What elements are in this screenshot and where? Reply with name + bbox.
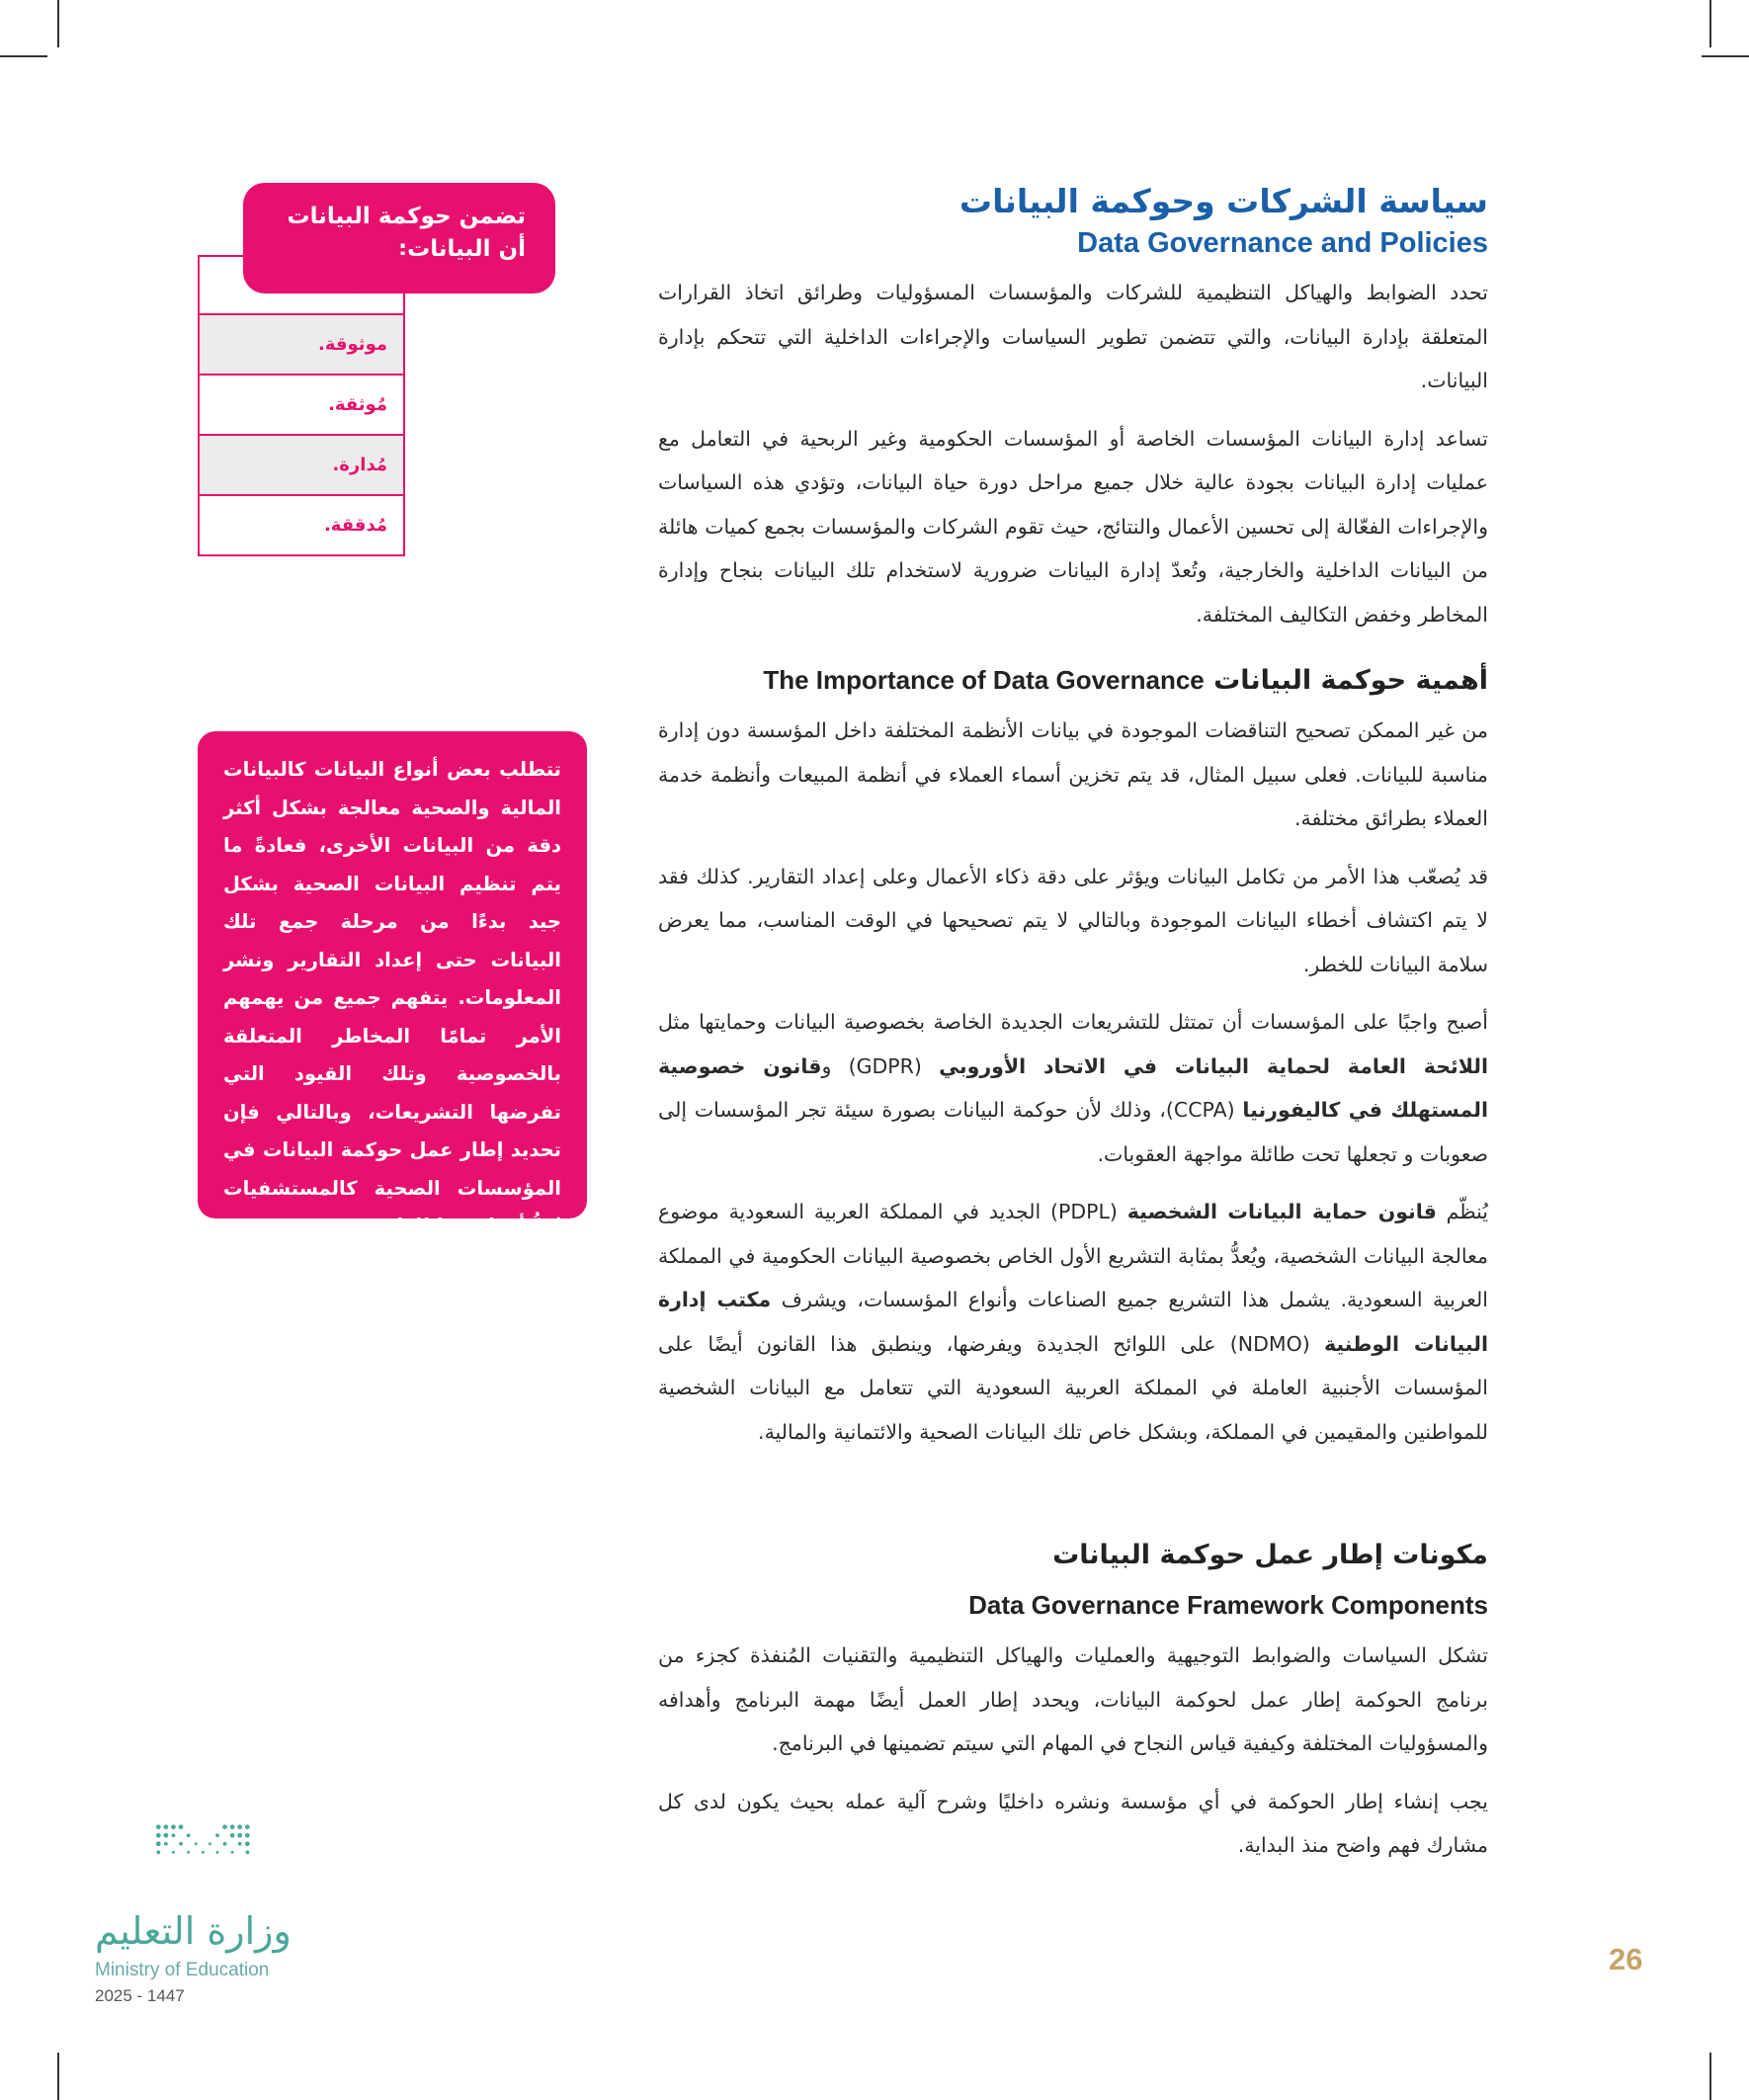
crop-mark	[1709, 0, 1711, 47]
ndmo-term: مكتب إدارة البيانات الوطنية	[658, 1288, 1488, 1356]
section-title-ar: سياسة الشركات وحوكمة البيانات	[958, 182, 1488, 220]
sidebar-list	[198, 255, 405, 556]
framework-heading-en: Data Governance Framework Components	[968, 1590, 1488, 1620]
importance-paragraph-3	[658, 1000, 1488, 1176]
importance-paragraph-2: قد يُصعّب هذا الأمر من تكامل البيانات ويؤثر على دقة ذكاء الأعمال وعلى إعداد التقارير. كذلك فقد لا يتم اكتشاف أخطاء البيانات الموجودة وبالتالي لا يتم تصحيحها في الوقت المناسب، مما يعرض سلامة البيانات للخطر.	[658, 864, 1488, 976]
sidebar-note-box	[198, 731, 587, 1237]
importance-heading-ar: أهمية حوكمة البيانات	[1213, 665, 1488, 696]
list-item: موثوقة.	[198, 315, 405, 376]
importance-section	[658, 660, 1488, 1468]
list-item: آمنة.	[198, 255, 405, 315]
text-run: (GDPR) و	[821, 1053, 940, 1078]
list-item: مُدققة.	[198, 496, 405, 556]
crop-mark	[1702, 55, 1749, 57]
intro-section	[658, 180, 1488, 650]
pdpl-term: قانون حماية البيانات الشخصية	[1126, 1200, 1437, 1223]
text-run: (NDMO) على اللوائح الجديدة ويفرضها، وينطبق هذا القانون أيضًا على المؤسسات الأجنبية العاملة في المملكة العربية السعودية التي تتعامل مع البيانات الشخصية للمواطنين والمقيمين في المملكة، وبشكل خاص تلك البيانات الصحية والائتمانية والمالية.	[658, 1331, 1488, 1444]
framework-heading-ar: مكونات إطار عمل حوكمة البيانات	[1052, 1540, 1488, 1570]
text-run: (CCPA)، وذلك لأن حوكمة البيانات بصورة سيئة تجر المؤسسات إلى صعوبات و تجعلها تحت طائلة مواجهة العقوبات.	[658, 1098, 1488, 1166]
crop-mark	[57, 2053, 59, 2100]
framework-section	[658, 1536, 1488, 1882]
framework-paragraph-1: تشكل السياسات والضوابط التوجيهية والعمليات والهياكل التنظيمية والتقنيات المُنفذة كجزء من برنامج الحوكمة إطار عمل لحوكمة البيانات، ويحدد إطار العمل أيضًا مهمة البرنامج وأهدافه والمسؤوليات المختلفة وكيفية قياس النجاح في المهام التي سيتم تضمينها في البرنامج.	[658, 1643, 1488, 1755]
text-run: (PDPL) الجديد في المملكة العربية السعودية موضوع معالجة البيانات الشخصية، ويُعدُّ بمثابة التشريع الأول الخاص بخصوصية البيانات الحكومية في المملكة العربية السعودية. يشمل هذا التشريع جميع الصناعات وأنواع المؤسسات، ويشرف	[658, 1200, 1488, 1311]
text-run: يُنظّم	[1436, 1200, 1488, 1223]
ministry-logo-icon	[95, 1822, 322, 1911]
importance-heading	[658, 660, 1488, 701]
importance-paragraph-1: من غير الممكن تصحيح التناقضات الموجودة في بيانات الأنظمة المختلفة داخل المؤسسة دون إدارة مناسبة للبيانات. فعلى سبيل المثال، قد يتم تخزين أسماء العملاء في أنظمة المبيعات وأنظمة خدمة العملاء بطرائق مختلفة.	[658, 718, 1488, 830]
ccpa-term: قانون خصوصية المستهلك في كاليفورنيا	[658, 1053, 1489, 1122]
crop-mark	[1709, 2053, 1711, 2100]
list-item: مُوثقة.	[198, 376, 405, 436]
text-run: أصبح واجبًا على المؤسسات أن تمتثل للتشريعات الجديدة الخاصة بخصوصية البيانات وحمايتها مثل	[658, 1010, 1488, 1034]
logo-text-ar: وزارة التعليم	[95, 1909, 292, 1953]
importance-paragraph-4	[658, 1190, 1488, 1454]
crop-mark	[57, 0, 59, 47]
section-title-en: Data Governance and Policies	[1077, 227, 1488, 259]
framework-heading-en-wrap	[658, 1585, 1488, 1626]
logo-year: 2025 - 1447	[95, 1986, 185, 2005]
intro-paragraph-2: تساعد إدارة البيانات المؤسسات الخاصة أو المؤسسات الحكومية وغير الربحية في التعامل مع عمليات إدارة البيانات بجودة عالية خلال جميع مراحل دورة حياة البيانات، وتؤدي هذه السياسات والإجراءات الفعّالة إلى تحسين الأعمال والنتائج، حيث تقوم الشركات والمؤسسات بجمع كميات هائلة من البيانات الداخلية والخارجية، وتُعدّ إدارة البيانات ضرورية لاستخدام تلك البيانات بنجاح وإدارة المخاطر وخفض التكاليف المختلفة.	[658, 426, 1488, 627]
sidebar-list-heading: تضمن حوكمة البيانات أن البيانات:	[287, 204, 526, 262]
logo-text-en: Ministry of Education	[95, 1960, 270, 1980]
importance-heading-en: The Importance of Data Governance	[763, 665, 1205, 695]
page-number: 26	[1609, 1942, 1643, 1976]
gdpr-term: اللائحة العامة لحماية البيانات في الاتحاد الأوروبي	[939, 1053, 1488, 1078]
list-item: مُدارة.	[198, 436, 405, 496]
crop-mark	[0, 55, 47, 57]
sidebar-note: تتطلب بعض أنواع البيانات كالبيانات المالية والصحية معالجة بشكل أكثر دقة من البيانات الأخرى، فعادةً ما يتم تنظيم البيانات الصحية بشكل جيد بدءًا من مرحلة جمع تلك البيانات حتى إعداد التقارير ونشر المعلومات. يتفهم جميع من يهمهم الأمر تمامًا المخاطر المتعلقة بالخصوصية وتلك القيود التي تفرضها التشريعات، وبالتالي فإن تحديد إطار عمل حوكمة البيانات في المؤسسات الصحية كالمستشفيات يُعدُّ أمرًا مهمًا للغاية.	[223, 758, 561, 1237]
intro-paragraph-1: تحدد الضوابط والهياكل التنظيمية للشركات والمؤسسات المسؤوليات وطرائق اتخاذ القرارات المتعلقة بإدارة البيانات، والتي تتضمن تطوير السياسات والإجراءات الداخلية التي تتحكم بإدارة البيانات.	[658, 281, 1488, 392]
framework-paragraph-2: يجب إنشاء إطار الحوكمة في أي مؤسسة ونشره داخليًا وشرح آلية عمله بحيث يكون لدى كل مشارك فهم واضح منذ البداية.	[658, 1789, 1488, 1857]
